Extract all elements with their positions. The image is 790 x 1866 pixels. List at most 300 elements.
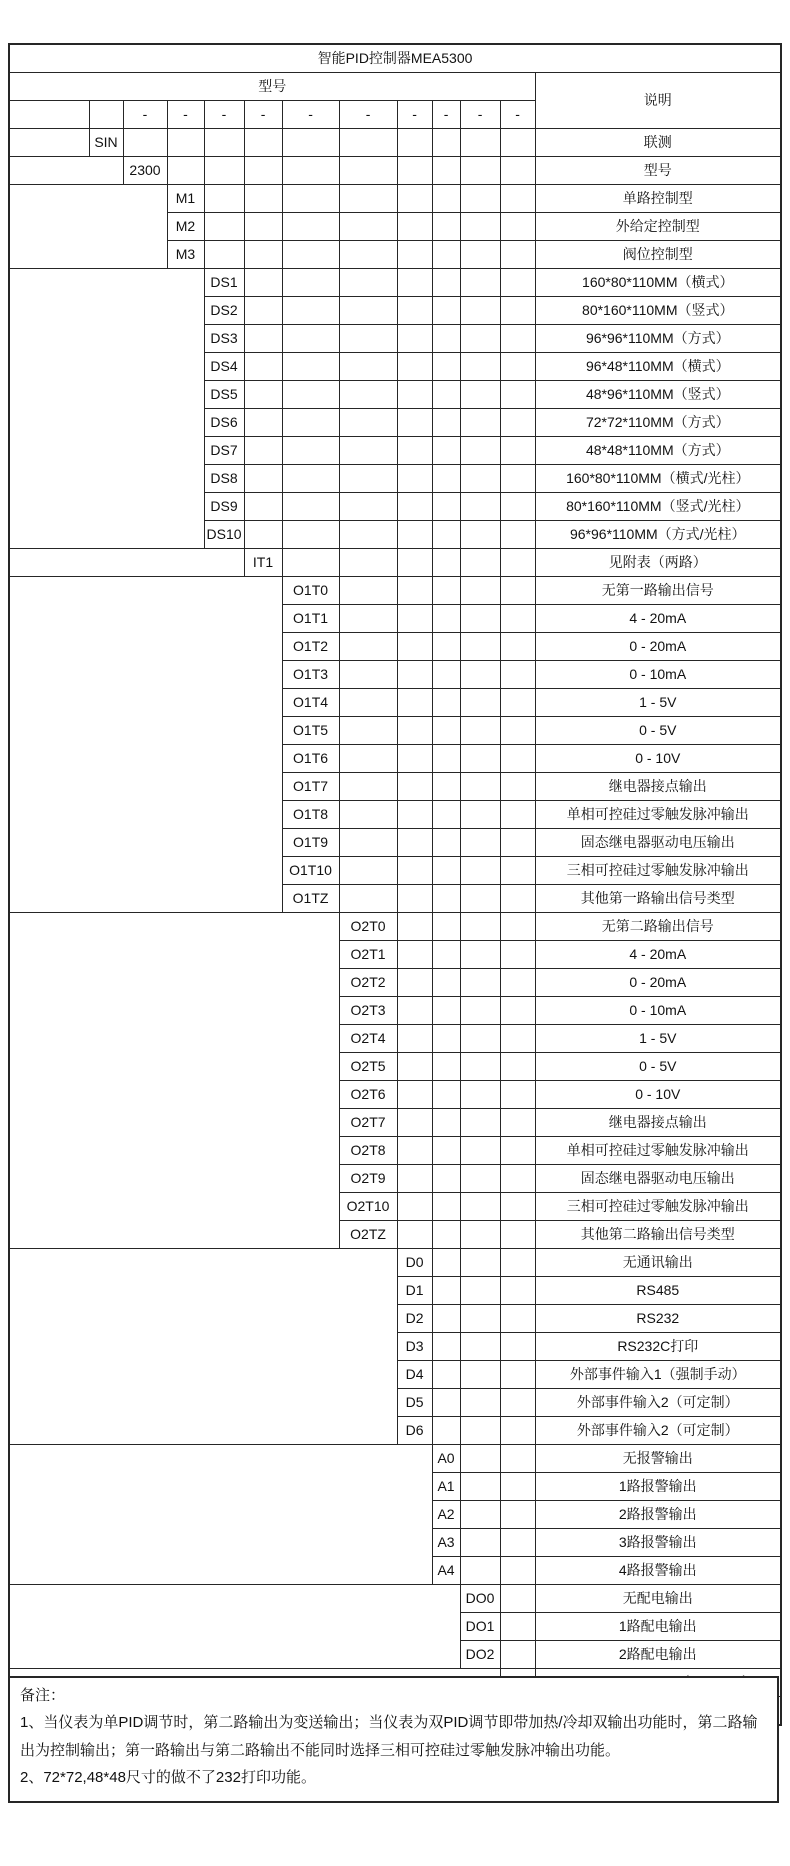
empty-cell (500, 1613, 535, 1641)
empty-cell (460, 1473, 500, 1501)
empty-cell (339, 297, 397, 325)
empty-cell (339, 381, 397, 409)
empty-cell (397, 941, 432, 969)
option-description-O2T3: 0 - 10mA (535, 997, 781, 1025)
empty-cell (397, 1081, 432, 1109)
option-code-O2TZ: O2TZ (339, 1221, 397, 1249)
empty-cell (500, 1053, 535, 1081)
empty-cell (282, 157, 339, 185)
empty-cell (432, 689, 460, 717)
empty-cell (500, 1305, 535, 1333)
section-label-output2-signal-type: 第二路输出信号类型 (9, 913, 339, 1249)
empty-cell (339, 185, 397, 213)
empty-cell (432, 1249, 460, 1277)
option-description-O1TZ: 其他第一路输出信号类型 (535, 885, 781, 913)
section-label-instrument-type: 仪表类型 (9, 185, 167, 269)
option-code-A0: A0 (432, 1445, 460, 1473)
empty-cell (397, 269, 432, 297)
note-2: 2、72*72,48*48尺寸的做不了232打印功能。 (20, 1768, 316, 1786)
empty-cell (339, 717, 397, 745)
option-code-M3: M3 (167, 241, 204, 269)
section-label-power-distribution-output: 配电输出 (9, 1585, 460, 1669)
empty-cell (244, 381, 282, 409)
empty-cell (500, 1137, 535, 1165)
empty-cell (397, 913, 432, 941)
empty-cell (244, 521, 282, 549)
empty-cell (397, 297, 432, 325)
option-description-O2TZ: 其他第二路输出信号类型 (535, 1221, 781, 1249)
empty-cell (460, 1333, 500, 1361)
notes-box (8, 1676, 779, 1803)
empty-cell (244, 269, 282, 297)
empty-cell (432, 1305, 460, 1333)
empty-cell (460, 241, 500, 269)
option-description-O1T1: 4 - 20mA (535, 605, 781, 633)
row-2300 (9, 157, 781, 185)
empty-cell (432, 409, 460, 437)
option-code-DO1: DO1 (460, 1613, 500, 1641)
empty-cell (460, 661, 500, 689)
empty-cell (282, 381, 339, 409)
empty-cell (397, 549, 432, 577)
empty-cell (500, 1417, 535, 1445)
option-code-O2T9: O2T9 (339, 1165, 397, 1193)
option-code-O2T7: O2T7 (339, 1109, 397, 1137)
empty-cell (397, 325, 432, 353)
title-row (9, 44, 781, 73)
option-description-DO1: 1路配电输出 (535, 1613, 781, 1641)
model-dash-cell: - (204, 101, 244, 129)
row-A0 (9, 1445, 781, 1473)
empty-cell (282, 409, 339, 437)
empty-cell (460, 1193, 500, 1221)
empty-cell (500, 241, 535, 269)
section-label-comm-output-type: 通讯输出类型 (9, 1249, 397, 1445)
empty-cell (500, 1445, 535, 1473)
option-description-O2T10: 三相可控硅过零触发脉冲输出 (535, 1193, 781, 1221)
option-code-O2T8: O2T8 (339, 1137, 397, 1165)
option-description-D5: 外部事件输入2（可定制） (535, 1389, 781, 1417)
empty-cell (432, 1193, 460, 1221)
empty-cell (500, 969, 535, 997)
empty-cell (432, 241, 460, 269)
option-description-O1T2: 0 - 20mA (535, 633, 781, 661)
empty-cell (460, 1501, 500, 1529)
empty-cell (432, 269, 460, 297)
empty-cell (460, 913, 500, 941)
empty-cell (397, 633, 432, 661)
option-code-A2: A2 (432, 1501, 460, 1529)
row-D0 (9, 1249, 781, 1277)
empty-cell (397, 745, 432, 773)
section-label-alarm-output: 报警输出 (9, 1445, 432, 1585)
empty-cell (432, 1137, 460, 1165)
section-label-company: 公司名称 (9, 129, 89, 157)
empty-cell (397, 1109, 432, 1137)
empty-cell (339, 325, 397, 353)
empty-cell (282, 129, 339, 157)
empty-cell (397, 493, 432, 521)
model-dash-cell: - (432, 101, 460, 129)
option-description-SIN: 联测 (535, 129, 781, 157)
empty-cell (500, 409, 535, 437)
empty-cell (460, 857, 500, 885)
empty-cell (460, 353, 500, 381)
empty-cell (167, 157, 204, 185)
option-code-DS8: DS8 (204, 465, 244, 493)
empty-cell (500, 381, 535, 409)
empty-cell (500, 1277, 535, 1305)
empty-cell (500, 185, 535, 213)
option-code-O1T5: O1T5 (282, 717, 339, 745)
option-code-D3: D3 (397, 1333, 432, 1361)
page-title: 智能PID控制器MEA5300 (9, 44, 781, 73)
option-code-DS6: DS6 (204, 409, 244, 437)
empty-cell (397, 1221, 432, 1249)
option-description-2300: 型号 (535, 157, 781, 185)
empty-cell (244, 213, 282, 241)
empty-cell (500, 885, 535, 913)
empty-cell (500, 1193, 535, 1221)
empty-cell (244, 437, 282, 465)
empty-cell (500, 297, 535, 325)
empty-cell (397, 1053, 432, 1081)
empty-cell (123, 129, 167, 157)
empty-cell (397, 885, 432, 913)
empty-cell (500, 353, 535, 381)
option-description-DS10: 96*96*110MM（方式/光柱） (535, 521, 781, 549)
empty-cell (432, 969, 460, 997)
empty-cell (460, 409, 500, 437)
empty-cell (460, 1053, 500, 1081)
empty-cell (460, 1081, 500, 1109)
option-code-O1T7: O1T7 (282, 773, 339, 801)
option-description-A0: 无报警输出 (535, 1445, 781, 1473)
empty-cell (339, 353, 397, 381)
empty-cell (432, 857, 460, 885)
empty-cell (460, 1249, 500, 1277)
empty-cell (432, 1277, 460, 1305)
row-O2T0 (9, 913, 781, 941)
empty-cell (244, 325, 282, 353)
empty-cell (432, 297, 460, 325)
empty-cell (339, 493, 397, 521)
empty-cell (460, 969, 500, 997)
empty-cell (397, 521, 432, 549)
empty-cell (460, 829, 500, 857)
empty-cell (500, 717, 535, 745)
empty-cell (397, 801, 432, 829)
section-label-model: 型号 (9, 157, 123, 185)
empty-cell (432, 717, 460, 745)
empty-cell (500, 577, 535, 605)
empty-cell (460, 549, 500, 577)
empty-cell (339, 577, 397, 605)
empty-cell (9, 101, 89, 129)
empty-cell (244, 157, 282, 185)
empty-cell (432, 493, 460, 521)
option-code-O1T10: O1T10 (282, 857, 339, 885)
empty-cell (460, 885, 500, 913)
empty-cell (500, 213, 535, 241)
empty-cell (500, 773, 535, 801)
empty-cell (432, 1081, 460, 1109)
option-description-DS8: 160*80*110MM（横式/光柱） (535, 465, 781, 493)
row-IT1 (9, 549, 781, 577)
empty-cell (432, 213, 460, 241)
row-O1T0 (9, 577, 781, 605)
empty-cell (460, 325, 500, 353)
empty-cell (500, 1529, 535, 1557)
empty-cell (460, 577, 500, 605)
empty-cell (460, 605, 500, 633)
empty-cell (397, 437, 432, 465)
option-code-O1T8: O1T8 (282, 801, 339, 829)
empty-cell (339, 549, 397, 577)
empty-cell (460, 493, 500, 521)
option-code-D0: D0 (397, 1249, 432, 1277)
empty-cell (432, 913, 460, 941)
option-code-D5: D5 (397, 1389, 432, 1417)
empty-cell (339, 521, 397, 549)
empty-cell (244, 493, 282, 521)
model-dash-cell: - (167, 101, 204, 129)
empty-cell (500, 1025, 535, 1053)
empty-cell (432, 745, 460, 773)
empty-cell (397, 241, 432, 269)
option-description-O1T4: 1 - 5V (535, 689, 781, 717)
empty-cell (500, 941, 535, 969)
empty-cell (397, 969, 432, 997)
option-description-M3: 阀位控制型 (535, 241, 781, 269)
empty-cell (397, 1165, 432, 1193)
empty-cell (339, 885, 397, 913)
section-label-output1-signal-type: 第一路输出信号类型 (9, 577, 282, 913)
empty-cell (397, 717, 432, 745)
option-description-O2T4: 1 - 5V (535, 1025, 781, 1053)
empty-cell (500, 913, 535, 941)
model-dash-cell: - (460, 101, 500, 129)
option-description-D2: RS232 (535, 1305, 781, 1333)
empty-cell (204, 185, 244, 213)
empty-cell (432, 549, 460, 577)
option-description-O1T9: 固态继电器驱动电压输出 (535, 829, 781, 857)
option-code-D6: D6 (397, 1417, 432, 1445)
model-dash-cell: - (282, 101, 339, 129)
empty-cell (432, 577, 460, 605)
empty-cell (282, 241, 339, 269)
empty-cell (460, 1557, 500, 1585)
empty-cell (460, 129, 500, 157)
empty-cell (500, 689, 535, 717)
empty-cell (500, 1333, 535, 1361)
option-code-DS7: DS7 (204, 437, 244, 465)
empty-cell (282, 353, 339, 381)
empty-cell (432, 1417, 460, 1445)
empty-cell (339, 857, 397, 885)
option-description-A4: 4路报警输出 (535, 1557, 781, 1585)
option-description-DS5: 48*96*110MM（竖式） (535, 381, 781, 409)
option-description-O1T6: 0 - 10V (535, 745, 781, 773)
description-column-header: 说明 (535, 73, 781, 129)
option-code-O1T9: O1T9 (282, 829, 339, 857)
empty-cell (432, 381, 460, 409)
empty-cell (432, 157, 460, 185)
empty-cell (339, 633, 397, 661)
empty-cell (432, 801, 460, 829)
empty-cell (500, 1081, 535, 1109)
empty-cell (432, 1053, 460, 1081)
option-code-2300: 2300 (123, 157, 167, 185)
empty-cell (397, 465, 432, 493)
empty-cell (339, 437, 397, 465)
option-description-IT1: 见附表（两路） (535, 549, 781, 577)
option-description-O2T9: 固态继电器驱动电压输出 (535, 1165, 781, 1193)
option-code-O1T3: O1T3 (282, 661, 339, 689)
empty-cell (500, 801, 535, 829)
option-code-O2T4: O2T4 (339, 1025, 397, 1053)
empty-cell (432, 1025, 460, 1053)
empty-cell (282, 521, 339, 549)
empty-cell (432, 773, 460, 801)
empty-cell (460, 1417, 500, 1445)
option-code-A4: A4 (432, 1557, 460, 1585)
row-DS1 (9, 269, 781, 297)
option-description-O2T7: 继电器接点输出 (535, 1109, 781, 1137)
empty-cell (204, 157, 244, 185)
option-code-DS3: DS3 (204, 325, 244, 353)
empty-cell (432, 1221, 460, 1249)
empty-cell (432, 1389, 460, 1417)
empty-cell (204, 241, 244, 269)
empty-cell (460, 437, 500, 465)
empty-cell (500, 1389, 535, 1417)
empty-cell (282, 213, 339, 241)
empty-cell (339, 661, 397, 689)
empty-cell (460, 1165, 500, 1193)
empty-cell (460, 297, 500, 325)
option-code-DS10: DS10 (204, 521, 244, 549)
empty-cell (244, 409, 282, 437)
empty-cell (432, 1333, 460, 1361)
empty-cell (432, 1361, 460, 1389)
empty-cell (282, 297, 339, 325)
empty-cell (244, 297, 282, 325)
empty-cell (460, 1137, 500, 1165)
option-description-DO0: 无配电输出 (535, 1585, 781, 1613)
empty-cell (432, 465, 460, 493)
option-description-DS2: 80*160*110MM（竖式） (535, 297, 781, 325)
option-code-DS5: DS5 (204, 381, 244, 409)
option-code-M2: M2 (167, 213, 204, 241)
empty-cell (432, 437, 460, 465)
section-label-dimensions: 规格尺寸（宽*高*深） (9, 269, 204, 549)
empty-cell (500, 661, 535, 689)
empty-cell (397, 773, 432, 801)
option-description-O1T8: 单相可控硅过零触发脉冲输出 (535, 801, 781, 829)
empty-cell (500, 1473, 535, 1501)
empty-cell (460, 1277, 500, 1305)
option-code-DS2: DS2 (204, 297, 244, 325)
empty-cell (244, 129, 282, 157)
empty-cell (500, 157, 535, 185)
option-code-O2T5: O2T5 (339, 1053, 397, 1081)
option-description-O1T10: 三相可控硅过零触发脉冲输出 (535, 857, 781, 885)
empty-cell (500, 1557, 535, 1585)
empty-cell (500, 997, 535, 1025)
empty-cell (460, 941, 500, 969)
empty-cell (500, 465, 535, 493)
option-code-O2T0: O2T0 (339, 913, 397, 941)
empty-cell (167, 129, 204, 157)
row-SIN (9, 129, 781, 157)
empty-cell (432, 325, 460, 353)
option-code-O2T3: O2T3 (339, 997, 397, 1025)
option-code-O2T2: O2T2 (339, 969, 397, 997)
empty-cell (339, 773, 397, 801)
empty-cell (460, 157, 500, 185)
empty-cell (339, 801, 397, 829)
option-description-O2T8: 单相可控硅过零触发脉冲输出 (535, 1137, 781, 1165)
option-code-DS1: DS1 (204, 269, 244, 297)
option-code-DS9: DS9 (204, 493, 244, 521)
empty-cell (500, 325, 535, 353)
model-dash-cell: - (339, 101, 397, 129)
empty-cell (339, 241, 397, 269)
empty-cell (397, 577, 432, 605)
option-description-O2T0: 无第二路输出信号 (535, 913, 781, 941)
model-dash-cell: - (123, 101, 167, 129)
option-description-D0: 无通讯输出 (535, 1249, 781, 1277)
empty-cell (500, 633, 535, 661)
empty-cell (500, 829, 535, 857)
model-selection-table (8, 43, 782, 1726)
empty-cell (339, 745, 397, 773)
empty-cell (500, 521, 535, 549)
empty-cell (397, 661, 432, 689)
option-code-O1TZ: O1TZ (282, 885, 339, 913)
empty-cell (500, 493, 535, 521)
empty-cell (500, 269, 535, 297)
option-description-O1T7: 继电器接点输出 (535, 773, 781, 801)
empty-cell (432, 129, 460, 157)
model-dash-cell: - (500, 101, 535, 129)
empty-cell (244, 185, 282, 213)
empty-cell (432, 997, 460, 1025)
option-code-O1T2: O1T2 (282, 633, 339, 661)
empty-cell (397, 857, 432, 885)
empty-cell (500, 1585, 535, 1613)
empty-cell (282, 493, 339, 521)
option-description-O1T0: 无第一路输出信号 (535, 577, 781, 605)
empty-cell (397, 605, 432, 633)
empty-cell (500, 1109, 535, 1137)
empty-cell (500, 857, 535, 885)
option-description-DS9: 80*160*110MM（竖式/光柱） (535, 493, 781, 521)
option-description-O2T6: 0 - 10V (535, 1081, 781, 1109)
empty-cell (339, 213, 397, 241)
option-description-DS3: 96*96*110MM（方式） (535, 325, 781, 353)
option-code-SIN: SIN (89, 129, 123, 157)
empty-cell (500, 1165, 535, 1193)
header-row (9, 73, 781, 101)
option-description-A3: 3路报警输出 (535, 1529, 781, 1557)
empty-cell (339, 689, 397, 717)
empty-cell (460, 269, 500, 297)
empty-cell (397, 1193, 432, 1221)
empty-cell (460, 745, 500, 773)
empty-cell (204, 213, 244, 241)
